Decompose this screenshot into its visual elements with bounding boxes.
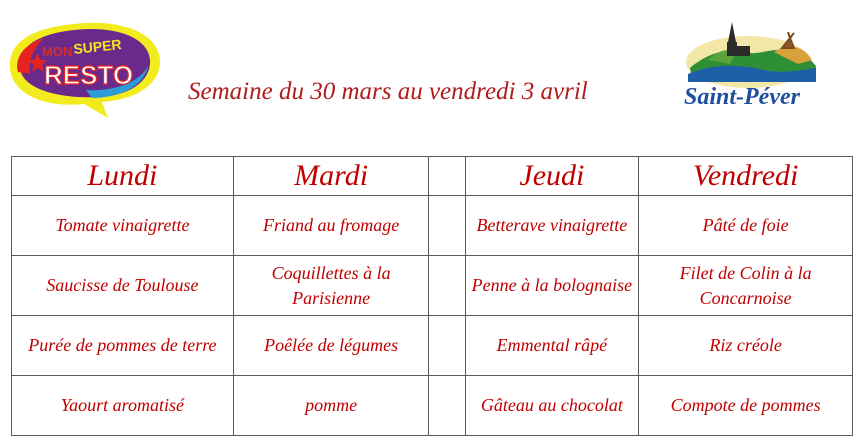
menu-cell: Coquillettes à la Parisienne	[233, 256, 429, 316]
menu-cell: Emmental râpé	[465, 316, 639, 376]
svg-text:RESTO: RESTO	[44, 60, 134, 90]
weekly-menu-table	[11, 156, 853, 436]
menu-cell: Yaourt aromatisé	[12, 376, 234, 436]
menu-cell: Filet de Colin à la Concarnoise	[639, 256, 853, 316]
menu-cell: Tomate vinaigrette	[12, 196, 234, 256]
menu-cell: Gâteau au chocolat	[465, 376, 639, 436]
empty-wednesday-cell	[429, 196, 465, 256]
day-header-monday: Lundi	[12, 157, 234, 196]
menu-row-side	[12, 316, 853, 376]
svg-text:Saint-Péver: Saint-Péver	[684, 84, 800, 110]
menu-row-dessert	[12, 376, 853, 436]
empty-wednesday-cell	[429, 316, 465, 376]
menu-cell: Saucisse de Toulouse	[12, 256, 234, 316]
week-title: Semaine du 30 mars au vendredi 3 avril	[188, 78, 588, 105]
menu-row-main	[12, 256, 853, 316]
menu-cell: Penne à la bolognaise	[465, 256, 639, 316]
day-header-row	[12, 157, 853, 196]
empty-wednesday-cell	[429, 376, 465, 436]
svg-text:SUPER: SUPER	[72, 36, 123, 57]
day-header-friday: Vendredi	[639, 157, 853, 196]
menu-cell: Riz créole	[639, 316, 853, 376]
menu-cell: pomme	[233, 376, 429, 436]
day-header-tuesday: Mardi	[233, 157, 429, 196]
day-header-thursday: Jeudi	[465, 157, 639, 196]
svg-text:MON: MON	[42, 44, 73, 59]
menu-cell: Friand au fromage	[233, 196, 429, 256]
menu-cell: Compote de pommes	[639, 376, 853, 436]
menu-row-starter	[12, 196, 853, 256]
empty-wednesday-column	[429, 157, 465, 196]
menu-cell: Betterave vinaigrette	[465, 196, 639, 256]
menu-cell: Pâté de foie	[639, 196, 853, 256]
saint-pever-logo	[678, 18, 826, 110]
mon-super-resto-logo	[4, 20, 169, 120]
empty-wednesday-cell	[429, 256, 465, 316]
menu-cell: Purée de pommes de terre	[12, 316, 234, 376]
menu-cell: Poêlée de légumes	[233, 316, 429, 376]
